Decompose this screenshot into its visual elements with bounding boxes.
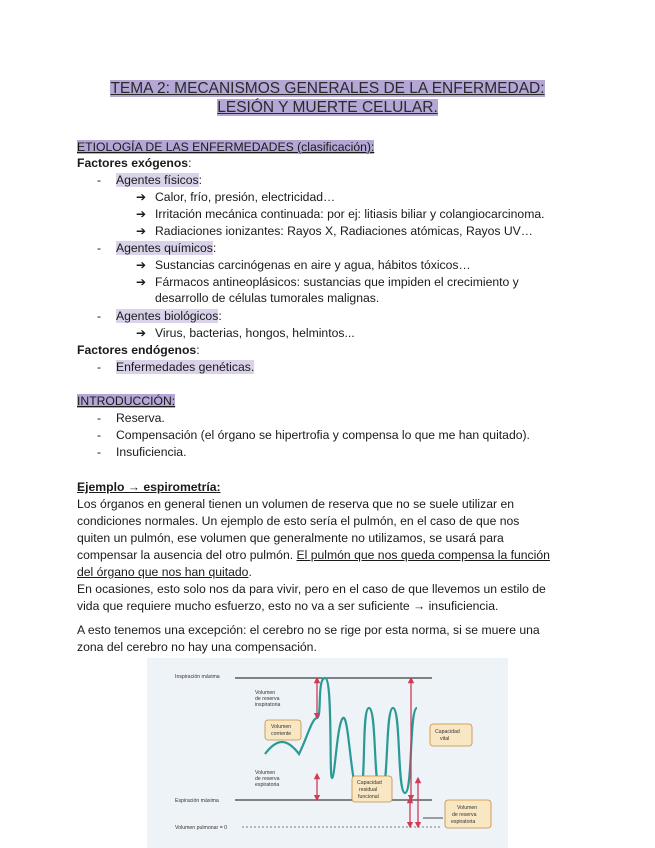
list-item: Sustancias carcinógenas en aire y agua, hábitos tóxicos… [155,258,471,272]
list-item-continuation: desarrollo de células tumorales malignas. [155,291,380,305]
paragraph-line: compensar la ausencia del otro pulmón. El pulmón que nos queda compensa la función [77,548,550,562]
spirometry-svg [147,658,508,848]
volumen-residual-label-1: Volumen [457,805,478,811]
crf-label-3: funcional [358,794,379,800]
arrow-bullet-icon: ➔ [136,275,147,289]
arrow-bullet-icon: ➔ [136,258,147,272]
capacidad-vital-label-2: vital [440,736,450,742]
volumen-residual-label-3: espiratoria [451,819,476,825]
dash-bullet: - [97,309,102,323]
paragraph-line: vida que requiere mucho esfuerzo, esto no va a ser suficiente → insuficiencia. [77,599,499,613]
dash-bullet: - [97,241,102,255]
vre-label-1: Volumen [255,770,276,776]
list-item: Reserva. [116,411,165,425]
dash-bullet: - [97,173,102,187]
etiologia-heading: ETIOLOGÍA DE LAS ENFERMEDADES (clasificación): [77,140,375,154]
factores-endogenos-label: Factores endógenos: [77,343,200,357]
volumen-corriente-label-2: corriente [271,731,292,737]
factores-exogenos-label: Factores exógenos: [77,156,192,170]
vre-label-2: de reserva [255,776,280,782]
arrow-bullet-icon: ➔ [136,190,147,204]
list-item: Radiaciones ionizantes: Rayos X, Radiaciones atómicas, Rayos UV… [155,224,533,238]
espiracion-maxima-label: Espiración máxima [175,798,219,804]
agentes-biologicos-label: Agentes biológicos: [116,309,222,323]
list-item: Fármacos antineoplásicos: sustancias que impiden el crecimiento y [155,275,519,289]
volumen-corriente-label-1: Volumen [271,724,292,730]
list-item: Insuficiencia. [116,445,187,459]
introduccion-heading: INTRODUCCIÓN: [77,394,176,408]
capacidad-vital-label-1: Capacidad [435,729,460,735]
title-line-1: TEMA 2: MECANISMOS GENERALES DE LA ENFERMEDAD: [110,80,545,97]
title-line-2: LESIÓN Y MUERTE CELULAR. [217,99,438,116]
crf-label-2: residual [359,787,378,793]
paragraph-line: zona del cerebro no hay una compensación. [77,640,317,654]
list-item: Calor, frío, presión, electricidad… [155,190,336,204]
list-item: Compensación (el órgano se hipertrofia y compensa lo que me han quitado). [116,428,530,442]
arrow-bullet-icon: ➔ [136,326,147,340]
spirometry-diagram [147,658,508,848]
dash-bullet: - [97,428,102,442]
volumen-residual-label-2: de reserva [452,812,477,818]
arrow-bullet-icon: ➔ [136,207,147,221]
volumen-pulmonar-cero-label: Volumen pulmonar = 0 [175,825,228,831]
capacidad-vital-box [430,724,472,746]
vre-label-3: espiratoria [255,782,280,788]
paragraph-line: del órgano que nos han quitado. [77,565,252,579]
crf-label-1: Capacidad [357,780,382,786]
agentes-fisicos-label: Agentes físicos: [116,173,203,187]
dash-bullet: - [97,360,102,374]
vri-label-3: inspiratoria [255,702,281,708]
inspiracion-maxima-label: Inspiración máxima [175,674,220,680]
ejemplo-heading: Ejemplo → espirometría: [77,480,221,494]
vri-label-2: de reserva [255,696,280,702]
paragraph-line: Los órganos en general tienen un volumen de reserva que no se suele utilizar en [77,497,515,511]
dash-bullet: - [97,411,102,425]
volumen-corriente-box [265,720,301,740]
paragraph-line: En ocasiones, esto solo nos da para vivir, pero en el caso de que llevemos un estilo de [77,582,546,596]
arrow-bullet-icon: ➔ [136,224,147,238]
list-item: Virus, bacterias, hongos, helmintos... [155,326,355,340]
list-item: Enfermedades genéticas. [116,360,255,374]
paragraph-line: condiciones normales. Un ejemplo de esto sería el pulmón, en el caso de que nos [77,514,520,528]
agentes-quimicos-label: Agentes químicos: [116,241,217,255]
dash-bullet: - [97,445,102,459]
page-title [0,79,655,117]
list-item: Irritación mecánica continuada: por ej: litiasis biliar y colangiocarcinoma. [155,207,545,221]
vri-label-1: Volumen [255,690,276,696]
paragraph-line: quiten un pulmón, ese volumen que generalmente no utilizamos, se usará para [77,531,504,545]
paragraph-line: A esto tenemos una excepción: el cerebro no se rige por esta norma, si se muere una [77,623,540,637]
